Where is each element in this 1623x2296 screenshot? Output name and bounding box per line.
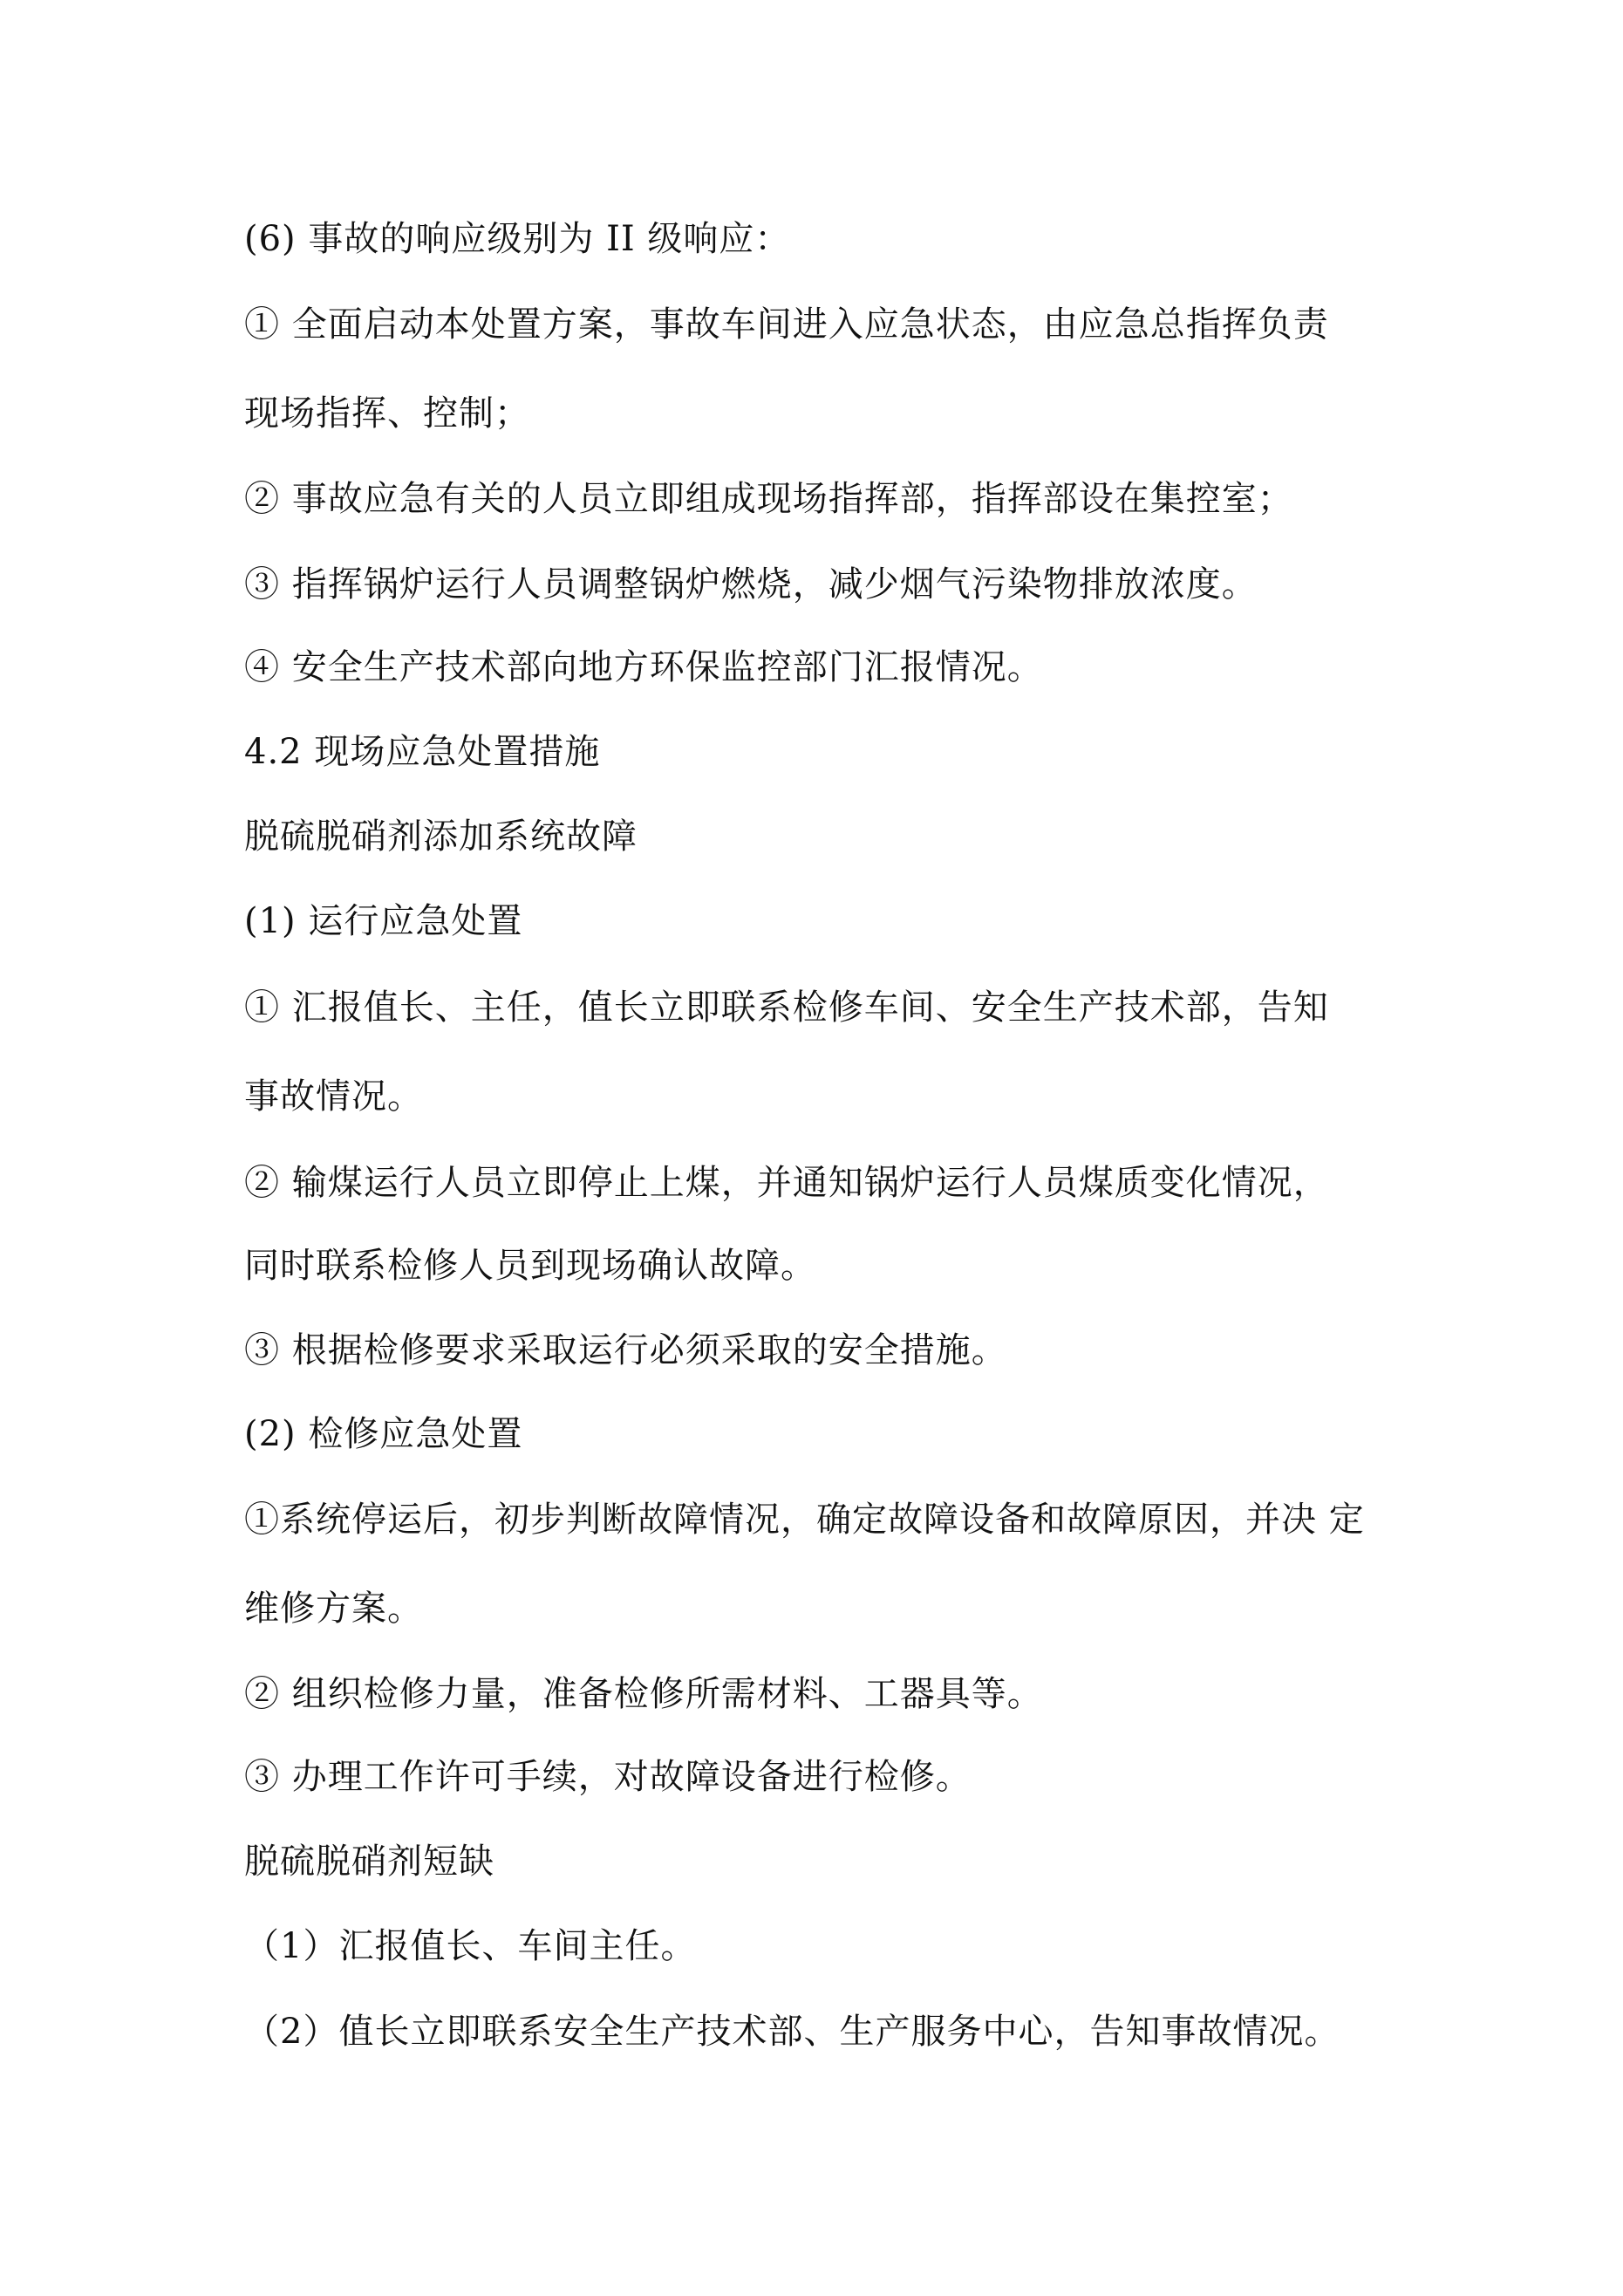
text-line: （2）值长立即联系安全生产技术部、生产服务中心，告知事故情况。 — [244, 2012, 1340, 2052]
subsection-heading: 脱硫脱硝剂短缺 — [244, 1842, 494, 1882]
text-line: 同时联系检修人员到现场确认故障。 — [244, 1246, 816, 1286]
text-line: （1）汇报值长、车间主任。 — [244, 1926, 697, 1966]
text-line: 维修方案。 — [244, 1589, 423, 1629]
text-line: ② 输煤运行人员立即停止上煤，并通知锅炉运行人员煤质变化情况， — [244, 1163, 1329, 1203]
text-line: ③ 根据检修要求采取运行必须采取的安全措施。 — [244, 1330, 1007, 1370]
section-heading: 4.2 现场应急处置措施 — [244, 732, 601, 772]
text-line: ① 汇报值长、主任，值长立即联系检修车间、安全生产技术部，告知 — [244, 987, 1329, 1028]
text-line: (2) 检修应急处置 — [244, 1414, 523, 1454]
subsection-heading: 脱硫脱硝剂添加系统故障 — [244, 817, 638, 857]
text-line: 事故情况。 — [244, 1076, 423, 1117]
text-line: (1) 运行应急处置 — [244, 901, 523, 941]
text-line: ④ 安全生产技术部向地方环保监控部门汇报情况。 — [244, 647, 1043, 687]
text-line: ② 组织检修力量，准备检修所需材料、工器具等。 — [244, 1674, 1043, 1714]
text-line: ② 事故应急有关的人员立即组成现场指挥部，指挥部设在集控室； — [244, 479, 1293, 519]
text-line: ③ 指挥锅炉运行人员调整锅炉燃烧，减少烟气污染物排放浓度。 — [244, 564, 1258, 605]
text-line: ① 全面启动本处置方案，事故车间进入应急状态，由应急总指挥负责 — [244, 304, 1329, 345]
text-line: 现场指挥、控制； — [244, 393, 530, 434]
text-line: (6) 事故的响应级别为 II 级响应： — [244, 219, 791, 259]
text-line: ③ 办理工作许可手续，对故障设备进行检修。 — [244, 1757, 972, 1797]
text-line: ①系统停运后，初步判断故障情况，确定故障设备和故障原因，并决 定 — [244, 1500, 1365, 1540]
